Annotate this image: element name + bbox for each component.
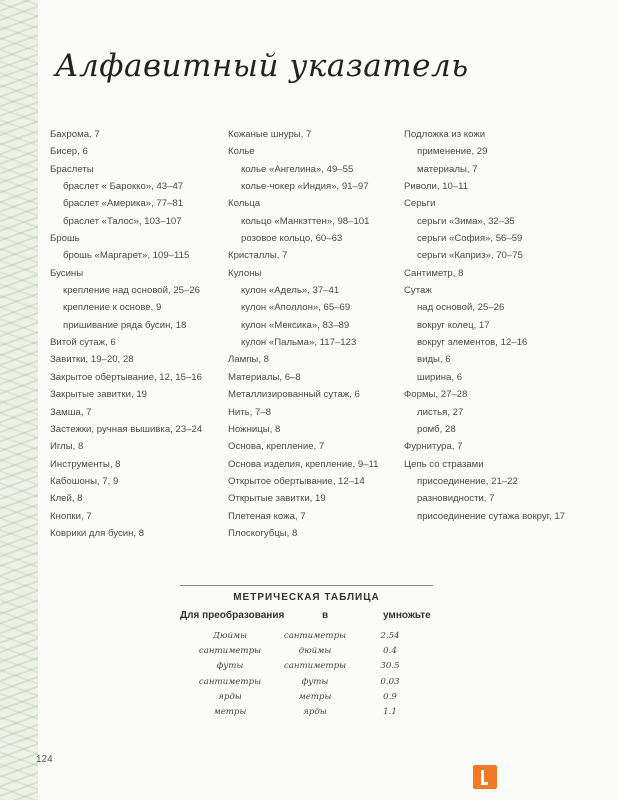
index-column-1 xyxy=(50,126,202,542)
index-entry: колье «Ангелина», 49–55 xyxy=(241,163,354,175)
index-entry: Сантиметр, 8 xyxy=(404,267,464,279)
metric-cell: 30.5 xyxy=(380,661,400,672)
metric-cell: 2.54 xyxy=(380,631,400,641)
metric-header-to: в xyxy=(322,610,329,621)
index-entry: серьги «София», 56–59 xyxy=(417,233,523,245)
metric-row xyxy=(180,646,433,661)
metric-cell: дюймы xyxy=(298,646,332,657)
page-title: Алфавитный указатель xyxy=(55,48,469,84)
index-entry: Застежки, ручная вышивка, 23–24 xyxy=(50,423,203,435)
index-entry: Брошь xyxy=(50,233,80,245)
metric-table xyxy=(180,585,433,717)
index-entry: браслет «Талос», 103–107 xyxy=(63,215,182,227)
index-entry: Открытые завитки, 19 xyxy=(228,493,326,505)
index-entry: Кольца xyxy=(228,198,261,210)
index-entry: ромб, 28 xyxy=(417,423,456,435)
index-entry: присоединение, 21–22 xyxy=(417,475,518,487)
index-entry: колье-чокер «Индия», 91–97 xyxy=(241,181,369,193)
metric-table-rule xyxy=(180,585,433,586)
index-entry: Плоскогубцы, 8 xyxy=(228,527,298,539)
index-entry: серьги «Зима», 32–35 xyxy=(417,215,515,227)
metric-cell: Дюймы xyxy=(212,631,248,641)
index-entry: Инструменты, 8 xyxy=(50,458,121,470)
metric-header-multiply: умножьте xyxy=(383,610,431,621)
index-entry: Нить, 7–8 xyxy=(228,406,272,418)
index-entry: Ножницы, 8 xyxy=(228,423,281,435)
index-column-2 xyxy=(228,126,378,542)
metric-cell: метры xyxy=(298,691,332,702)
index-entry: Закрытое обертывание, 12, 15–16 xyxy=(50,371,202,383)
index-entry: применение, 29 xyxy=(417,146,488,158)
index-entry: Бусины xyxy=(50,267,84,279)
index-entry: Колье xyxy=(228,146,255,158)
index-entry: ширина, 6 xyxy=(417,371,463,383)
metric-table-title: МЕТРИЧЕСКАЯ ТАБЛИЦА xyxy=(233,592,380,603)
index-entry: Иглы, 8 xyxy=(50,441,84,453)
metric-cell: 1.1 xyxy=(383,707,397,717)
metric-cell: ярды xyxy=(303,707,327,717)
index-entry: Материалы, 6–8 xyxy=(228,371,301,383)
index-entry: Закрытые завитки, 19 xyxy=(50,389,147,401)
metric-cell: ярды xyxy=(218,691,242,702)
metric-cell: футы xyxy=(301,676,329,687)
index-entry: Подложка из кожи xyxy=(404,129,486,140)
index-entry: Плетеная кожа, 7 xyxy=(228,510,306,522)
index-entry: Сутаж xyxy=(404,285,432,297)
index-entry: кулон «Адель», 37–41 xyxy=(241,285,340,297)
metric-row xyxy=(180,661,433,676)
index-entry: кольцо «Манкэттен», 98–101 xyxy=(241,215,370,227)
metric-row xyxy=(180,692,433,707)
index-entry: Кристаллы, 7 xyxy=(228,250,288,262)
metric-cell: сантиметры xyxy=(198,676,262,687)
index-entry: листья, 27 xyxy=(417,406,464,418)
metric-cell: 0.03 xyxy=(380,676,400,687)
metric-cell: 0.9 xyxy=(383,691,397,702)
index-entry: вокруг колец, 17 xyxy=(417,319,490,331)
index-entry: Кожаные шнуры, 7 xyxy=(228,129,312,140)
index-entry: Риволи, 10–11 xyxy=(404,181,469,193)
index-entry: Кнопки, 7 xyxy=(50,510,92,522)
index-entry: виды, 6 xyxy=(417,354,451,366)
index-entry: розовое кольцо, 60–63 xyxy=(241,233,343,245)
index-entry: брошь «Маргарет», 109–115 xyxy=(63,250,190,262)
index-entry: Серьги xyxy=(404,198,436,210)
metric-cell: метры xyxy=(213,707,247,717)
index-entry: над основой, 25–26 xyxy=(417,302,505,314)
decorative-border xyxy=(0,0,38,800)
metric-cell: 0.4 xyxy=(383,646,397,657)
index-entry: Коврики для бусин, 8 xyxy=(50,527,145,539)
metric-cell: сантиметры xyxy=(283,631,347,641)
index-entry: материалы, 7 xyxy=(417,163,478,175)
index-column-3 xyxy=(404,126,565,525)
index-entry: Открытое обертывание, 12–14 xyxy=(228,475,365,487)
metric-row xyxy=(180,677,433,692)
index-entry: кулон «Пальма», 117–123 xyxy=(241,337,357,349)
index-entry: разновидности, 7 xyxy=(417,493,495,505)
index-entry: крепление над основой, 25–26 xyxy=(63,285,201,297)
index-entry: Металлизированный сутаж, 6 xyxy=(228,389,360,401)
metric-row xyxy=(180,707,433,722)
index-entry: серьги «Каприз», 70–75 xyxy=(417,250,523,262)
index-entry: Основа изделия, крепление, 9–11 xyxy=(228,458,379,470)
metric-cell: сантиметры xyxy=(198,646,262,657)
metric-cell: футы xyxy=(216,661,244,672)
index-entry: Лампы, 8 xyxy=(228,354,269,366)
page-number: 124 xyxy=(36,754,53,765)
index-entry: Браслеты xyxy=(50,163,94,175)
index-entry: Бахрома, 7 xyxy=(50,129,100,140)
index-entry: кулон «Аполлон», 65–69 xyxy=(241,302,351,314)
metric-row xyxy=(180,631,433,646)
index-entry: пришивание ряда бусин, 18 xyxy=(63,319,187,331)
index-entry: Клей, 8 xyxy=(50,493,83,505)
index-entry: присоединение сутажа вокруг, 17 xyxy=(417,510,566,522)
publisher-logo-icon xyxy=(473,765,497,789)
index-entry: Завитки, 19–20, 28 xyxy=(50,354,134,366)
index-entry: Фурнитура, 7 xyxy=(404,441,463,453)
index-entry: Витой сутаж, 6 xyxy=(50,337,116,349)
index-entry: Замша, 7 xyxy=(50,406,92,418)
index-entry: браслет «Америка», 77–81 xyxy=(63,198,184,210)
index-entry: кулон «Мексика», 83–89 xyxy=(241,319,350,331)
index-entry: крепление к основе, 9 xyxy=(63,302,162,314)
metric-header-from: Для преобразования xyxy=(180,610,285,621)
index-entry: Кабошоны, 7, 9 xyxy=(50,475,119,487)
index-entry: Кулоны xyxy=(228,267,262,279)
index-entry: Формы, 27–28 xyxy=(404,389,468,401)
index-entry: вокруг элементов, 12–16 xyxy=(417,337,528,349)
index-entry: Бисер, 6 xyxy=(50,146,88,158)
index-entry: Основа, крепление, 7 xyxy=(228,441,325,453)
metric-cell: сантиметры xyxy=(283,661,347,672)
index-entry: Цепь со стразами xyxy=(404,458,484,470)
index-entry: браслет « Барокко», 43–47 xyxy=(63,181,184,193)
